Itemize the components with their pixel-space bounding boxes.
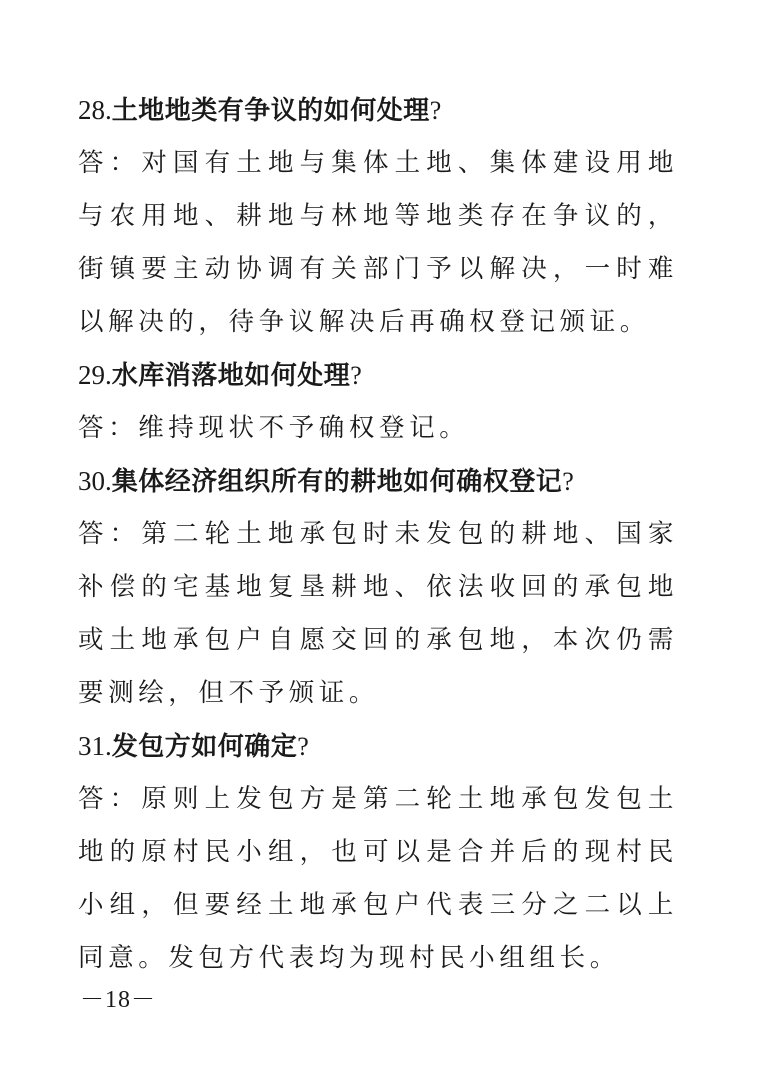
question-heading bbox=[78, 349, 678, 402]
question-text: 集体经济组织所有的耕地如何确权登记 bbox=[111, 467, 563, 497]
question-text: 水库消落地如何处理 bbox=[111, 361, 351, 391]
qa-item-31 bbox=[78, 720, 678, 985]
answer-text: 答：第二轮土地承包时未发包的耕地、国家补偿的宅基地复垦耕地、依法收回的承包地或土地承包户自愿交回的承包地，本次仍需要测绘，但不予颁证。 bbox=[78, 519, 678, 708]
question-mark: ? bbox=[429, 96, 442, 125]
question-mark: ? bbox=[350, 361, 363, 390]
question-number: 30. bbox=[78, 466, 112, 496]
question-text: 发包方如何确定 bbox=[111, 732, 298, 762]
question-number: 28. bbox=[78, 95, 112, 125]
qa-item-30 bbox=[78, 455, 678, 720]
qa-item-29 bbox=[78, 349, 678, 455]
question-number: 29. bbox=[78, 360, 112, 390]
question-number: 31. bbox=[78, 731, 112, 761]
question-heading bbox=[78, 84, 678, 137]
question-mark: ? bbox=[297, 732, 310, 761]
answer-text: 答：维持现状不予确权登记。 bbox=[78, 413, 470, 443]
qa-item-28 bbox=[78, 84, 678, 349]
qa-content bbox=[78, 84, 678, 985]
question-heading bbox=[78, 720, 678, 773]
answer-text: 答：原则上发包方是第二轮土地承包发包土地的原村民小组，也可以是合并后的现村民小组，但要经土地承包户代表三分之二以上同意。发包方代表均为现村民小组组长。 bbox=[78, 784, 678, 973]
page-number: －18－ bbox=[80, 987, 156, 1013]
question-text: 土地地类有争议的如何处理 bbox=[111, 96, 430, 126]
question-mark: ? bbox=[562, 467, 575, 496]
question-heading bbox=[78, 455, 678, 508]
answer-text: 答：对国有土地与集体土地、集体建设用地与农用地、耕地与林地等地类存在争议的，街镇要主动协调有关部门予以解决，一时难以解决的，待争议解决后再确权登记颁证。 bbox=[78, 148, 678, 337]
